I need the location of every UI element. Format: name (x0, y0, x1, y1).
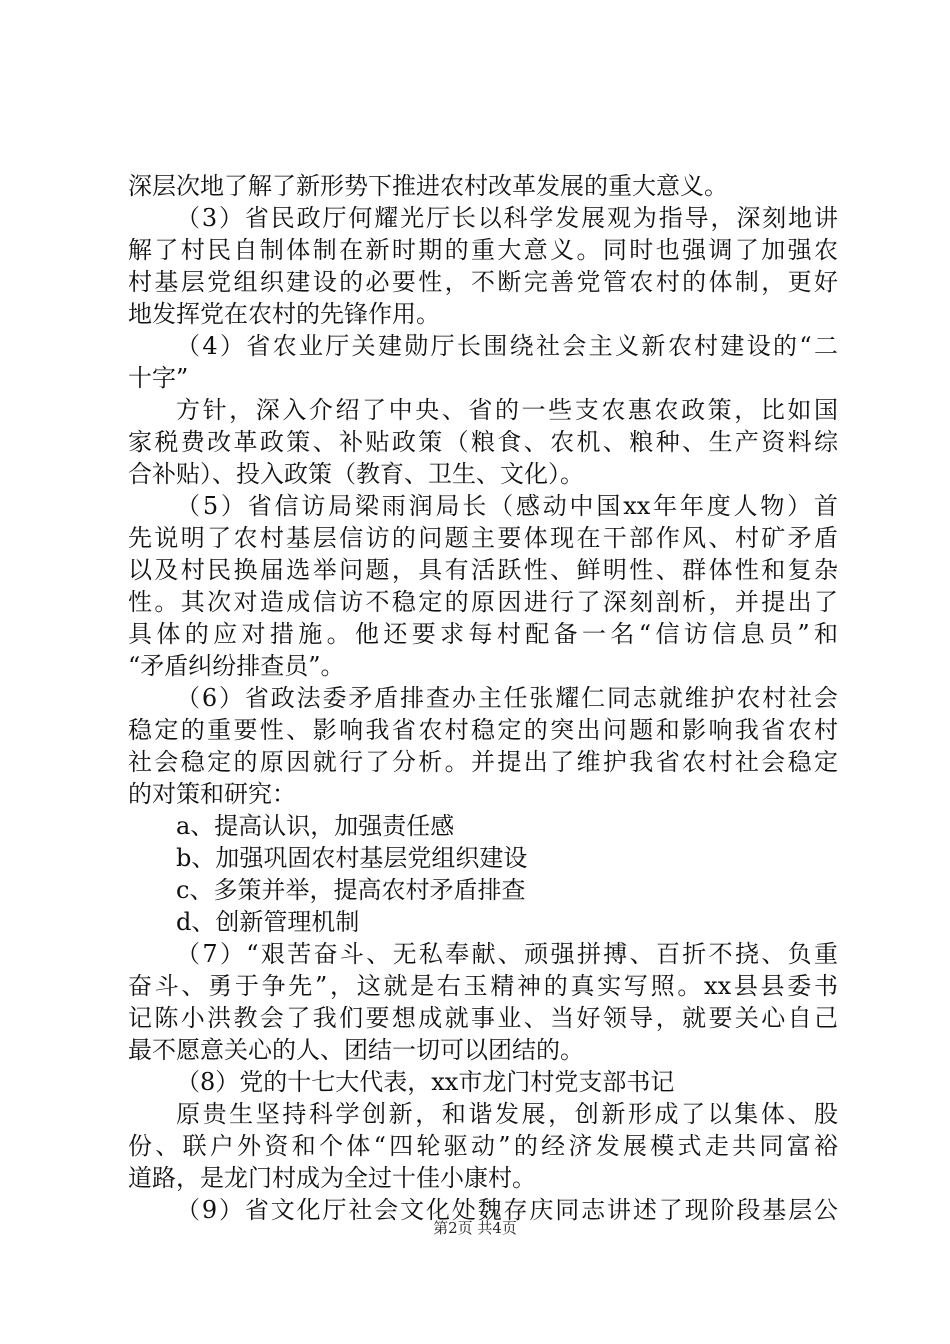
text-line: 方针，深入介绍了中央、省的一些支农惠农政策，比如国 (176, 396, 838, 424)
text-line: 份、联户外资和个体“四轮驱动”的经济发展模式走共同富裕 (128, 1132, 838, 1160)
text-line: 地发挥党在农村的先锋作用。 (128, 300, 440, 328)
text-line: 最不愿意关心的人、团结一切可以团结的。 (128, 1036, 584, 1064)
text-line: （5）省信访局梁雨润局长（感动中国xx年年度人物）首 (176, 492, 838, 520)
text-line: 的对策和研究： (128, 780, 296, 808)
text-line: 村基层党组织建设的必要性，不断完善党管农村的体制，更好 (128, 268, 838, 296)
text-line: （8）党的十七大代表，xx市龙门村党支部书记 (176, 1068, 675, 1096)
text-line: 道路，是龙门村成为全过十佳小康村。 (128, 1164, 536, 1192)
page-footer: 第2页 共4页 (433, 1219, 517, 1237)
text-line: 家税费改革政策、补贴政策（粮食、农机、粮种、生产资料综 (128, 428, 838, 456)
text-line: （9）省文化厅社会文化处魏存庆同志讲述了现阶段基层公 (176, 1196, 838, 1224)
list-item: c、多策并举，提高农村矛盾排查 (176, 876, 526, 904)
text-line: 以及村民换届选举问题，具有活跃性、鲜明性、群体性和复杂 (128, 556, 838, 584)
text-line: （7）“艰苦奋斗、无私奉献、顽强拼搏、百折不挠、负重 (176, 940, 838, 968)
text-line: 原贵生坚持科学创新，和谐发展，创新形成了以集体、股 (176, 1100, 838, 1128)
text-line: （4）省农业厅关建勋厅长围绕社会主义新农村建设的“二 (176, 332, 838, 360)
text-line: （3）省民政厅何耀光厅长以科学发展观为指导，深刻地讲 (176, 204, 838, 232)
list-item: b、加强巩固农村基层党组织建设 (176, 844, 528, 872)
text-line: 合补贴）、投入政策（教育、卫生、文化）。 (128, 460, 584, 488)
text-line: 奋斗、勇于争先”，这就是右玉精神的真实写照。xx县县委书 (128, 972, 838, 1000)
text-line: 先说明了农村基层信访的问题主要体现在干部作风、村矿矛盾 (128, 524, 838, 552)
text-line: 具体的应对措施。他还要求每村配备一名“信访信息员”和 (128, 620, 838, 648)
text-line: 性。其次对造成信访不稳定的原因进行了深刻剖析，并提出了 (128, 588, 838, 616)
list-item: d、创新管理机制 (176, 908, 360, 936)
text-line: 解了村民自制体制在新时期的重大意义。同时也强调了加强农 (128, 236, 838, 264)
list-item: a、提高认识，加强责任感 (176, 812, 455, 840)
text-line: 社会稳定的原因就行了分析。并提出了维护我省农村社会稳定 (128, 748, 838, 776)
text-line: 深层次地了解了新形势下推进农村改革发展的重大意义。 (128, 172, 728, 200)
text-line: （6）省政法委矛盾排查办主任张耀仁同志就维护农村社会 (176, 684, 838, 712)
text-line: “矛盾纠纷排查员”。 (128, 652, 345, 680)
text-line: 记陈小洪教会了我们要想成就事业、当好领导，就要关心自己 (128, 1004, 838, 1032)
text-line: 稳定的重要性、影响我省农村稳定的突出问题和影响我省农村 (128, 716, 838, 744)
text-line: 十字” (128, 364, 189, 392)
